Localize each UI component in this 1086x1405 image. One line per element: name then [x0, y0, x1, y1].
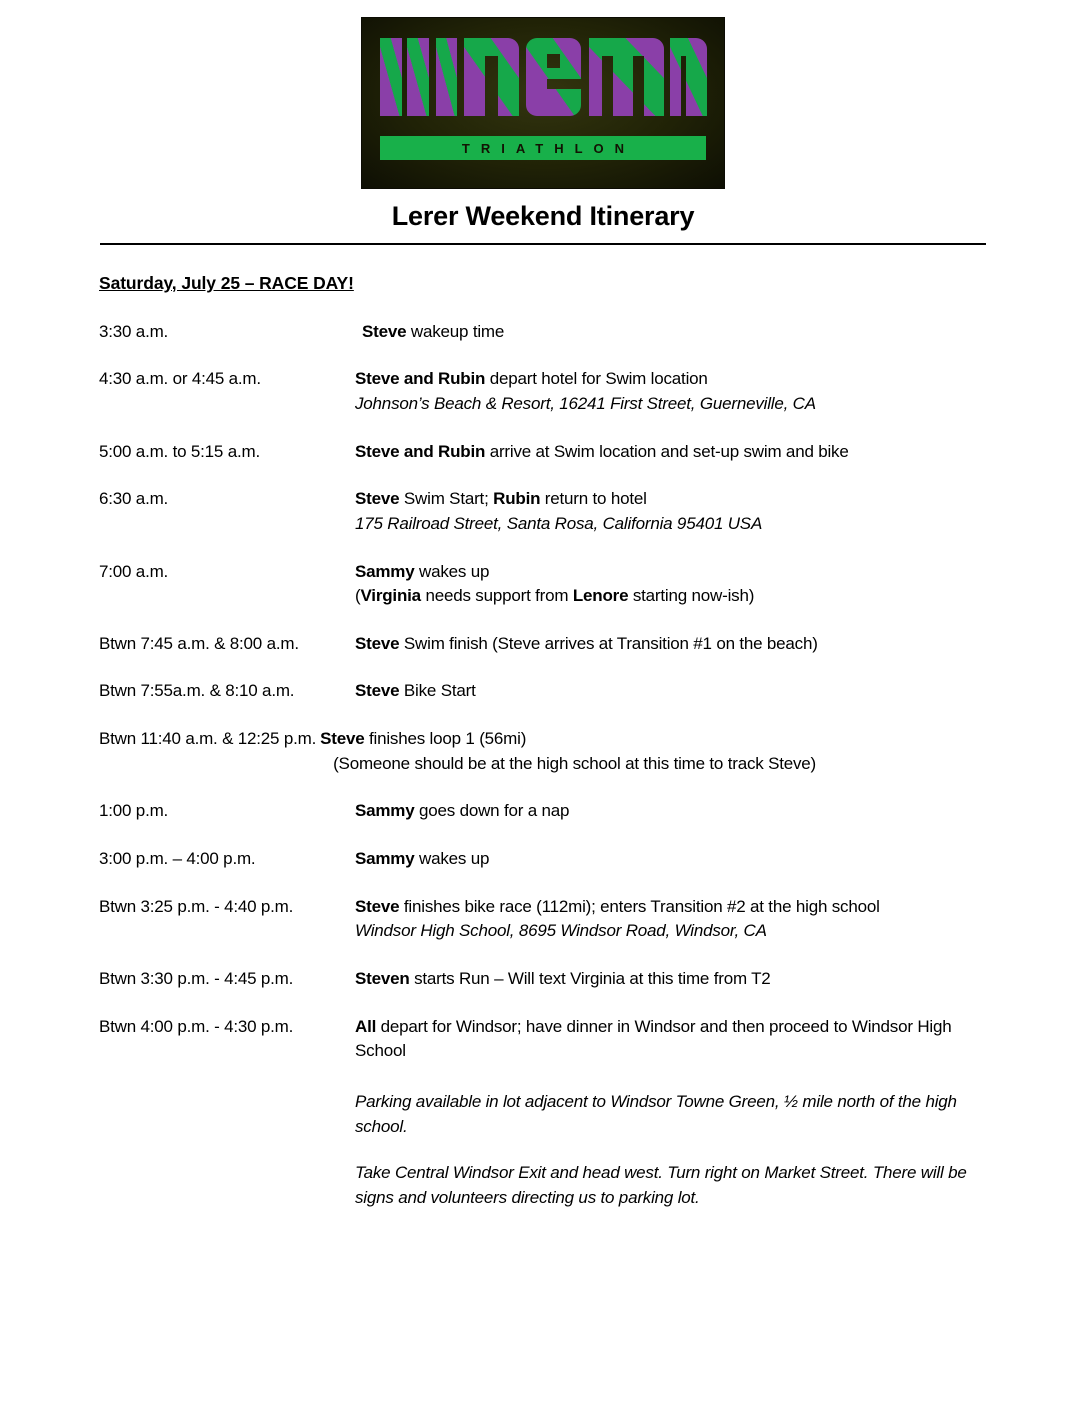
itinerary-line: 175 Railroad Street, Santa Rosa, California 95401 USA: [355, 513, 763, 533]
itinerary-row-time: 7:00 a.m.: [99, 561, 169, 581]
itinerary-person-name: Sammy: [355, 849, 415, 869]
title-divider: [100, 243, 986, 245]
itinerary-row: [99, 727, 991, 776]
itinerary-line: Steve wakeup time: [362, 321, 505, 341]
itinerary-row-description: [355, 367, 991, 416]
itinerary-notes: [99, 1090, 991, 1211]
logo-block: [0, 0, 1086, 188]
itinerary-line: Windsor High School, 8695 Windsor Road, Windsor, CA: [355, 921, 767, 941]
itinerary-row-description: [355, 679, 991, 704]
itinerary-row-description: [355, 1015, 991, 1064]
itinerary-row-time: Btwn 3:25 p.m. - 4:40 p.m.: [99, 896, 294, 916]
logo-triathlon-bar: [380, 136, 706, 160]
itinerary-person-name: Virginia: [360, 586, 421, 606]
itinerary-note: Take Central Windsor Exit and head west. Turn right on Market Street. There will be signs and volunteers directing us to parking lot.: [355, 1163, 967, 1207]
itinerary-row: [99, 799, 991, 824]
itinerary-person-name: Steve: [355, 489, 400, 509]
itinerary-row: [99, 679, 991, 704]
vineman-wordmark-icon: [378, 32, 708, 130]
itinerary-person-name: All: [355, 1016, 377, 1036]
itinerary-row-description: [355, 799, 991, 824]
itinerary-row: [99, 367, 991, 416]
itinerary-person-name: Lenore: [572, 586, 629, 606]
itinerary-person-name: Steve: [355, 896, 400, 916]
itinerary-person-name: Rubin: [493, 489, 541, 509]
itinerary-person-name: Steve and Rubin: [355, 441, 486, 461]
itinerary-row: [99, 895, 991, 944]
itinerary-line: All depart for Windsor; have dinner in Windsor and then proceed to Windsor High School: [355, 1016, 952, 1061]
itinerary-person-name: Steve and Rubin: [355, 369, 486, 389]
itinerary-row-time: Btwn 11:40 a.m. & 12:25 p.m.: [99, 729, 317, 749]
itinerary-row-description: [355, 967, 991, 992]
itinerary-rows: [99, 320, 991, 1064]
itinerary-line: Steven starts Run – Will text Virginia at this time from T2: [355, 968, 771, 988]
itinerary-person-name: Sammy: [355, 561, 415, 581]
itinerary-line: Johnson’s Beach & Resort, 16241 First Street, Guerneville, CA: [355, 393, 816, 413]
itinerary-row-time: 3:30 a.m.: [99, 321, 169, 341]
vineman-triathlon-logo: [362, 18, 724, 188]
itinerary-line: Steve Bike Start: [355, 681, 476, 701]
itinerary-line: Sammy wakes up: [355, 849, 490, 869]
itinerary-row-description: [320, 727, 991, 776]
itinerary-row: [99, 1015, 991, 1064]
itinerary-row-time: Btwn 7:45 a.m. & 8:00 a.m.: [99, 633, 299, 653]
itinerary-row-time: 6:30 a.m.: [99, 489, 169, 509]
itinerary-row: [99, 487, 991, 536]
itinerary-row-time: 4:30 a.m. or 4:45 a.m.: [99, 369, 261, 389]
itinerary-person-name: Steve: [320, 729, 365, 749]
itinerary-row-time: Btwn 7:55a.m. & 8:10 a.m.: [99, 681, 295, 701]
itinerary-content: [0, 273, 1086, 1211]
itinerary-row-time: Btwn 4:00 p.m. - 4:30 p.m.: [99, 1016, 294, 1036]
title-block: [0, 202, 1086, 245]
itinerary-line: Steve and Rubin depart hotel for Swim location: [355, 369, 708, 389]
itinerary-line: Steve finishes loop 1 (56mi): [320, 729, 527, 749]
itinerary-person-name: Steve: [355, 633, 400, 653]
itinerary-row: [99, 847, 991, 872]
page-title: Lerer Weekend Itinerary: [391, 201, 695, 231]
itinerary-line: Steve and Rubin arrive at Swim location and set-up swim and bike: [355, 441, 849, 461]
itinerary-line: (Someone should be at the high school at this time to track Steve): [333, 753, 816, 773]
itinerary-person-name: Sammy: [355, 801, 415, 821]
itinerary-row: [99, 440, 991, 465]
day-heading: Saturday, July 25 – RACE DAY!: [99, 272, 354, 293]
itinerary-row-description: [355, 632, 991, 657]
itinerary-person-name: Steve: [355, 681, 400, 701]
itinerary-row-time: 3:00 p.m. – 4:00 p.m.: [99, 849, 256, 869]
itinerary-row-description: [355, 440, 991, 465]
logo-triathlon-label: TRIATHLON: [461, 140, 636, 156]
itinerary-row-description: [355, 847, 991, 872]
itinerary-row-description: [355, 560, 991, 609]
itinerary-line: Steve finishes bike race (112mi); enters Transition #2 at the high school: [355, 896, 880, 916]
itinerary-line: Sammy goes down for a nap: [355, 801, 570, 821]
itinerary-line: Steve Swim Start; Rubin return to hotel: [355, 489, 647, 509]
itinerary-row: [99, 320, 991, 345]
itinerary-line: Steve Swim finish (Steve arrives at Transition #1 on the beach): [355, 633, 818, 653]
itinerary-row: [99, 967, 991, 992]
itinerary-person-name: Steve: [362, 321, 407, 341]
itinerary-row-description: [355, 895, 991, 944]
itinerary-line: (Virginia needs support from Lenore starting now-ish): [355, 586, 755, 606]
itinerary-row-time: 5:00 a.m. to 5:15 a.m.: [99, 441, 260, 461]
itinerary-person-name: Steven: [355, 968, 410, 988]
itinerary-row-description: [355, 320, 991, 345]
itinerary-line: Sammy wakes up: [355, 561, 490, 581]
itinerary-row-description: [355, 487, 991, 536]
itinerary-row: [99, 632, 991, 657]
itinerary-note: Parking available in lot adjacent to Windsor Towne Green, ½ mile north of the high school.: [355, 1091, 957, 1136]
itinerary-row-time: Btwn 3:30 p.m. - 4:45 p.m.: [99, 968, 294, 988]
itinerary-row: [99, 560, 991, 609]
itinerary-row-time: 1:00 p.m.: [99, 801, 169, 821]
